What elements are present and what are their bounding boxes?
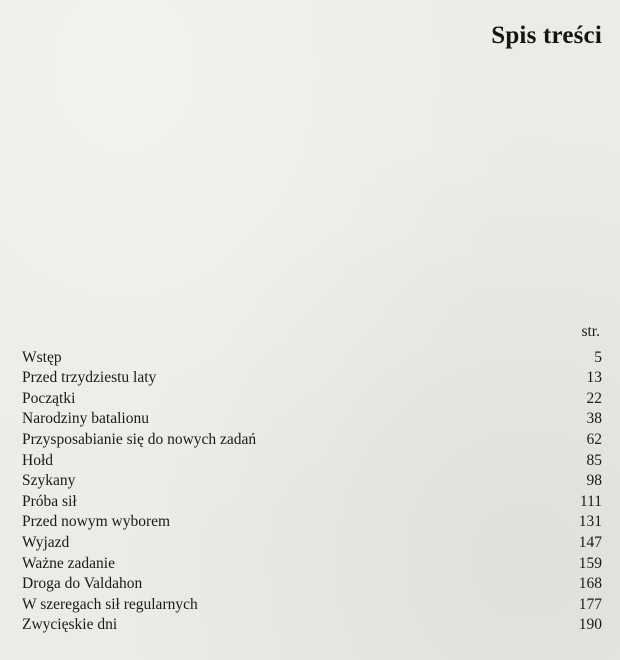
toc-dot-leader (155, 410, 566, 428)
toc-dot-leader (59, 452, 566, 470)
page-column-label: str. (581, 323, 600, 340)
toc-entry (22, 367, 602, 388)
toc-entry (22, 593, 602, 614)
toc-entry (22, 511, 602, 532)
toc-dot-leader (81, 472, 566, 490)
toc-entry-page-number: 159 (578, 554, 602, 572)
toc-entry-page-number: 131 (578, 513, 602, 531)
toc-entry-title: Początki (22, 389, 76, 407)
toc-dot-leader (83, 493, 566, 511)
toc-entry-title: Narodziny batalionu (22, 410, 149, 428)
toc-entry-title: Przed trzydziestu laty (22, 369, 157, 387)
toc-entry (22, 531, 602, 552)
toc-dot-leader (204, 596, 566, 614)
toc-entry-page-number: 85 (586, 451, 602, 469)
toc-entry-page-number: 111 (579, 492, 602, 510)
toc-entry-page-number: 13 (586, 369, 602, 387)
table-of-contents (22, 346, 602, 634)
toc-dot-leader (176, 513, 566, 531)
toc-entry (22, 387, 602, 408)
toc-entry-page-number: 38 (586, 410, 602, 428)
toc-entry (22, 428, 602, 449)
toc-entry (22, 573, 602, 594)
toc-entry-title: Droga do Valdahon (22, 575, 143, 593)
toc-entry-title: Hołd (22, 451, 53, 469)
page-title: Spis treści (491, 22, 602, 49)
toc-entry-title: Wstęp (22, 348, 62, 366)
toc-entry-title: Próba sił (22, 492, 77, 510)
toc-entry-page-number: 5 (594, 348, 602, 366)
toc-dot-leader (162, 369, 566, 387)
toc-entry-title: Ważne zadanie (22, 554, 115, 572)
toc-entry (22, 449, 602, 470)
toc-entry-title: Zwycięskie dni (22, 616, 118, 634)
toc-entry-title: Przed nowym wyborem (22, 513, 171, 531)
toc-entry-title: Przysposabianie się do nowych zadań (22, 430, 257, 448)
toc-entry-title: Szykany (22, 472, 76, 490)
toc-entry (22, 470, 602, 491)
toc-entry-title: W szeregach sił regularnych (22, 595, 198, 613)
toc-entry-page-number: 168 (578, 575, 602, 593)
toc-entry (22, 490, 602, 511)
toc-dot-leader (121, 555, 566, 573)
toc-entry (22, 614, 602, 635)
toc-entry (22, 408, 602, 429)
toc-entry (22, 552, 602, 573)
toc-dot-leader (81, 390, 566, 408)
toc-dot-leader (262, 431, 566, 449)
toc-entry (22, 346, 602, 367)
toc-dot-leader (68, 349, 566, 367)
toc-entry-title: Wyjazd (22, 533, 70, 551)
toc-entry-page-number: 190 (578, 616, 602, 634)
toc-entry-page-number: 98 (586, 472, 602, 490)
toc-dot-leader (123, 616, 566, 634)
toc-entry-page-number: 177 (578, 595, 602, 613)
toc-dot-leader (75, 534, 566, 552)
toc-entry-page-number: 147 (578, 533, 602, 551)
toc-dot-leader (148, 575, 566, 593)
toc-entry-page-number: 22 (586, 389, 602, 407)
toc-entry-page-number: 62 (586, 430, 602, 448)
